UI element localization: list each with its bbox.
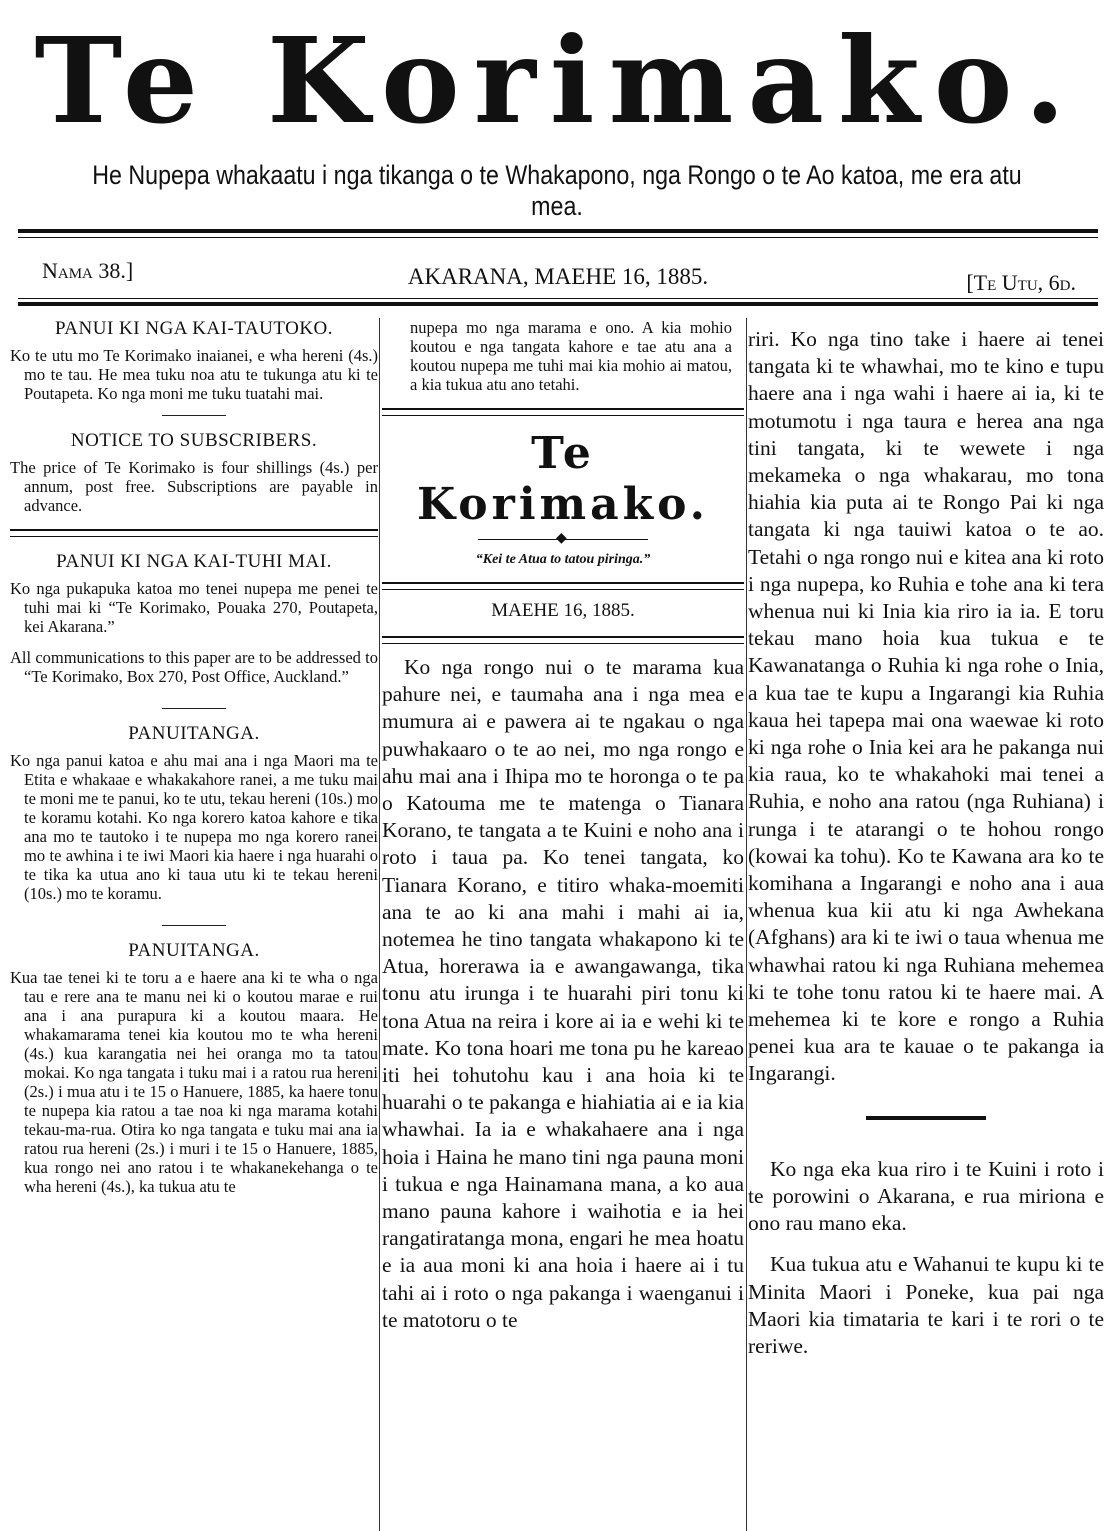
editorial-masthead: Te Korimako.: [417, 428, 709, 530]
column-divider-1: [379, 318, 380, 1531]
column-3: [748, 318, 1104, 1531]
panuitanga-advertising: Ko nga panui katoa e ahu mai ana i nga Maori ma te Etita e whakaae e whakakahore ranei, a me tuku mai te moni me te panui, ko te utu, tekau hereni (10s.) mo te koramu kotahi. Ko nga korero katoa kahore e tika ana mo te tautoko i te nupepa mo nga korero ranei mo te awhina i te iwi Maori kia haere i nga huarahi o te tika ka utua ano ki taua utu ki te tekau hereni (10s.) mo te koramu.: [10, 751, 378, 903]
editorial-body: Ko nga rongo nui o te marama kua pahure nei, e taumaha ana i nga mea e mumura ai e pawera ai te ngakau o nga puwhakaaro o te ao nei, mo nga rongo e ahu mai ana i Ihipa mo te horonga o te pa o Katouma me te matenga o Tianara Korano, te tangata a te Kuini e noho ana i roto i taua pa. Ko tenei tangata, ko Tianara Korano, e titiro whaka-moemiti ana te ao ki ana mahi i mahi ai ia, notemea he tino tangata whakapono ki te Atua, horerawa ia e awangawanga, tika tonu atu irunga i te huarahi piri tonu ki tona Atua na reira i kore ai ia e wehi ki te mate. Ko tona hoari me tona pu he kareao iti hei tohutohu kau i ana hoia ki te huarahi o te pakanga e hiahiatia ai e ia kia whawhai. Ia ia e whakahaere ana i nga hoia i Haina he mano tini nga pauna moni i tukua e nga Hainamana mana, a ko aua mano pauna kahore i waihotia e ia hei rangatiratanga mona, engari he mea hoatu e ia aua moni ki ana hoia i haere ai i tu tahi ai i roto o nga pakanga i waenganui i te matotoru o te: [382, 655, 744, 1332]
notice-english-correspondence: All communications to this paper are to be addressed to “Te Korimako, Box 270, Post Office, Auckland.”: [10, 648, 378, 686]
heading-panui-kai-tuhi-mai: PANUI KI NGA KAI-TUHI MAI.: [56, 551, 332, 572]
divider: [162, 415, 226, 416]
masthead-title: Te Korimako.: [34, 11, 1080, 150]
column-1: [10, 318, 378, 1531]
header-rule-bottom-thin: [18, 298, 1098, 299]
notice-maori-correspondence: Ko nga pukapuka katoa mo tenei nupepa me penei te tuhi mai ki “Te Korimako, Pouaka 270, Poutapeta, kei Akarana.”: [10, 579, 378, 636]
issue-number: Nama 38.]: [42, 258, 134, 283]
column-divider-2: [746, 318, 747, 1531]
heading-panui-kai-tautoko: PANUI KI NGA KAI-TAUTOKO.: [54, 318, 334, 339]
divider: [162, 925, 226, 926]
divider-double: [382, 408, 744, 416]
heading-panuitanga-1: PANUITANGA.: [128, 723, 260, 744]
header-rule-top-thin: [18, 237, 1098, 238]
divider-double: [382, 636, 744, 644]
issue-line: [18, 256, 1098, 296]
news-land-acquired: Ko nga eka kua riro i te Kuini i roto i te porowini o Akarana, e rua miriona e ono rau mano eka.: [748, 1156, 1104, 1236]
divider-double: [382, 582, 744, 590]
ornament-rule: ◆: [478, 532, 648, 546]
header-rule-top: [18, 229, 1098, 233]
heading-notice-to-subscribers: NOTICE TO SUBSCRIBERS.: [70, 430, 318, 451]
news-wahanui-railway: Kua tukua atu e Wahanui te kupu ki te Minita Maori i Poneke, kua pai nga Maori kia timataria te kari i te rori o te reriwe.: [748, 1252, 1104, 1358]
column-2: [382, 318, 744, 1531]
panuitanga-price-change: Kua tae tenei ki te toru a e haere ana ki te wha o nga tau e rere ana te manu nei ki o koutou marae e rui ana i ana purapura ki a koutou maara. He whakamarama tenei kia koutou mo te wha hereni (4s.) kua karangatia nei hei oranga mo ta tatou mokai. Ko nga tangata i tuku mai i a ratou rua hereni (2s.) i mua atu i te 15 o Hanuere, 1885, ka haere tonu te nupepa kia ratou a tae noa ki nga marama kotahi tekau-ma-rua. Otira ko nga tangata e tuku mai ana ia ratou rua hereni (2s.) i muri i te 15 o Hanuere, 1885, kua rongo nei ano ratou i te whakanekehanga o te wha hereni (4s.), ka tukua atu te: [10, 968, 378, 1196]
issue-price: [Te Utu, 6d.: [966, 270, 1076, 295]
continued-notice: nupepa mo nga marama e ono. A kia mohio koutou e nga tangata kahore e tae atu ana a koutou nupepa me tuhi mai kia mohio ai matou, a kia tukua atu ano tetahi.: [410, 318, 732, 394]
issue-place-date: AKARANA, MAEHE 16, 1885.: [407, 264, 709, 289]
masthead-tagline: He Nupepa whakaatu i nga tikanga o te Whakapono, nga Rongo o te Ao katoa, me era atu mea.: [92, 160, 1022, 221]
heading-panuitanga-2: PANUITANGA.: [128, 940, 260, 961]
editorial-motto: “Kei te Atua to tatou piringa.”: [475, 552, 651, 567]
divider-double: [10, 529, 378, 537]
divider: [162, 708, 226, 709]
notice-maori-subscription: Ko te utu mo Te Korimako inaianei, e wha hereni (4s.) mo te tau. He mea tuku noa atu te tukunga atu ki te Poutapeta. Ko nga moni me tuku tuatahi mai.: [10, 346, 378, 403]
header-rule-bottom: [18, 302, 1098, 306]
editorial-continued: riri. Ko nga tino take i haere ai tenei tangata ki te whawhai, mo te kino e tupu haere ana i nga wahi i haere ai ia, ki te motumotu i nga taura e herea ana nga tini tangata, ki te wewete i nga mekameka o nga whakarau, mo tona hiahia kia puta ai te Rongo Pai ki nga tangata ki nga tauiwi katoa o te ao. Tetahi o nga rongo nui e kitea ana ki roto i nga nupepa, ko Ruhia e tohe ana ki tera whenua nui ki Inia kia riro ia ia. E toru tekau mano hoia kua tukua e te Kawanatanga o Ruhia ki nga rohe o Inia, a kua tae te kupu a Ingarangi kia Ruhia kaua hei tapepa mai ona waewae ki roto ki nga rohe o Inia kei ara he pakanga nui kia raua, ko te whakahoki mai tenei a Ruhia, e noho ana ratou (nga Ruhiana) i runga i te atarangi o te hohou rongo (kowai ka tohu). Ko te Kawana ara ko te komihana a Ingarangi e noho ana i aua whenua kua kii atu ki nga Awhekana (Afghans) ara ki te iwi o taua whenua me whawhai ratou ki nga Ruhiana mehemea ki te tohe tonu ratou ki te haere mai. A mehemea ki te kore e rongo a Ruhia penei kua ara te kauae o te pakanga ia Ingarangi.: [748, 327, 1104, 1086]
notice-english-subscription: The price of Te Korimako is four shillings (4s.) per annum, post free. Subscriptions are payable in advance.: [10, 458, 378, 515]
editorial-date: MAEHE 16, 1885.: [491, 600, 635, 621]
divider-thick: [866, 1116, 986, 1120]
